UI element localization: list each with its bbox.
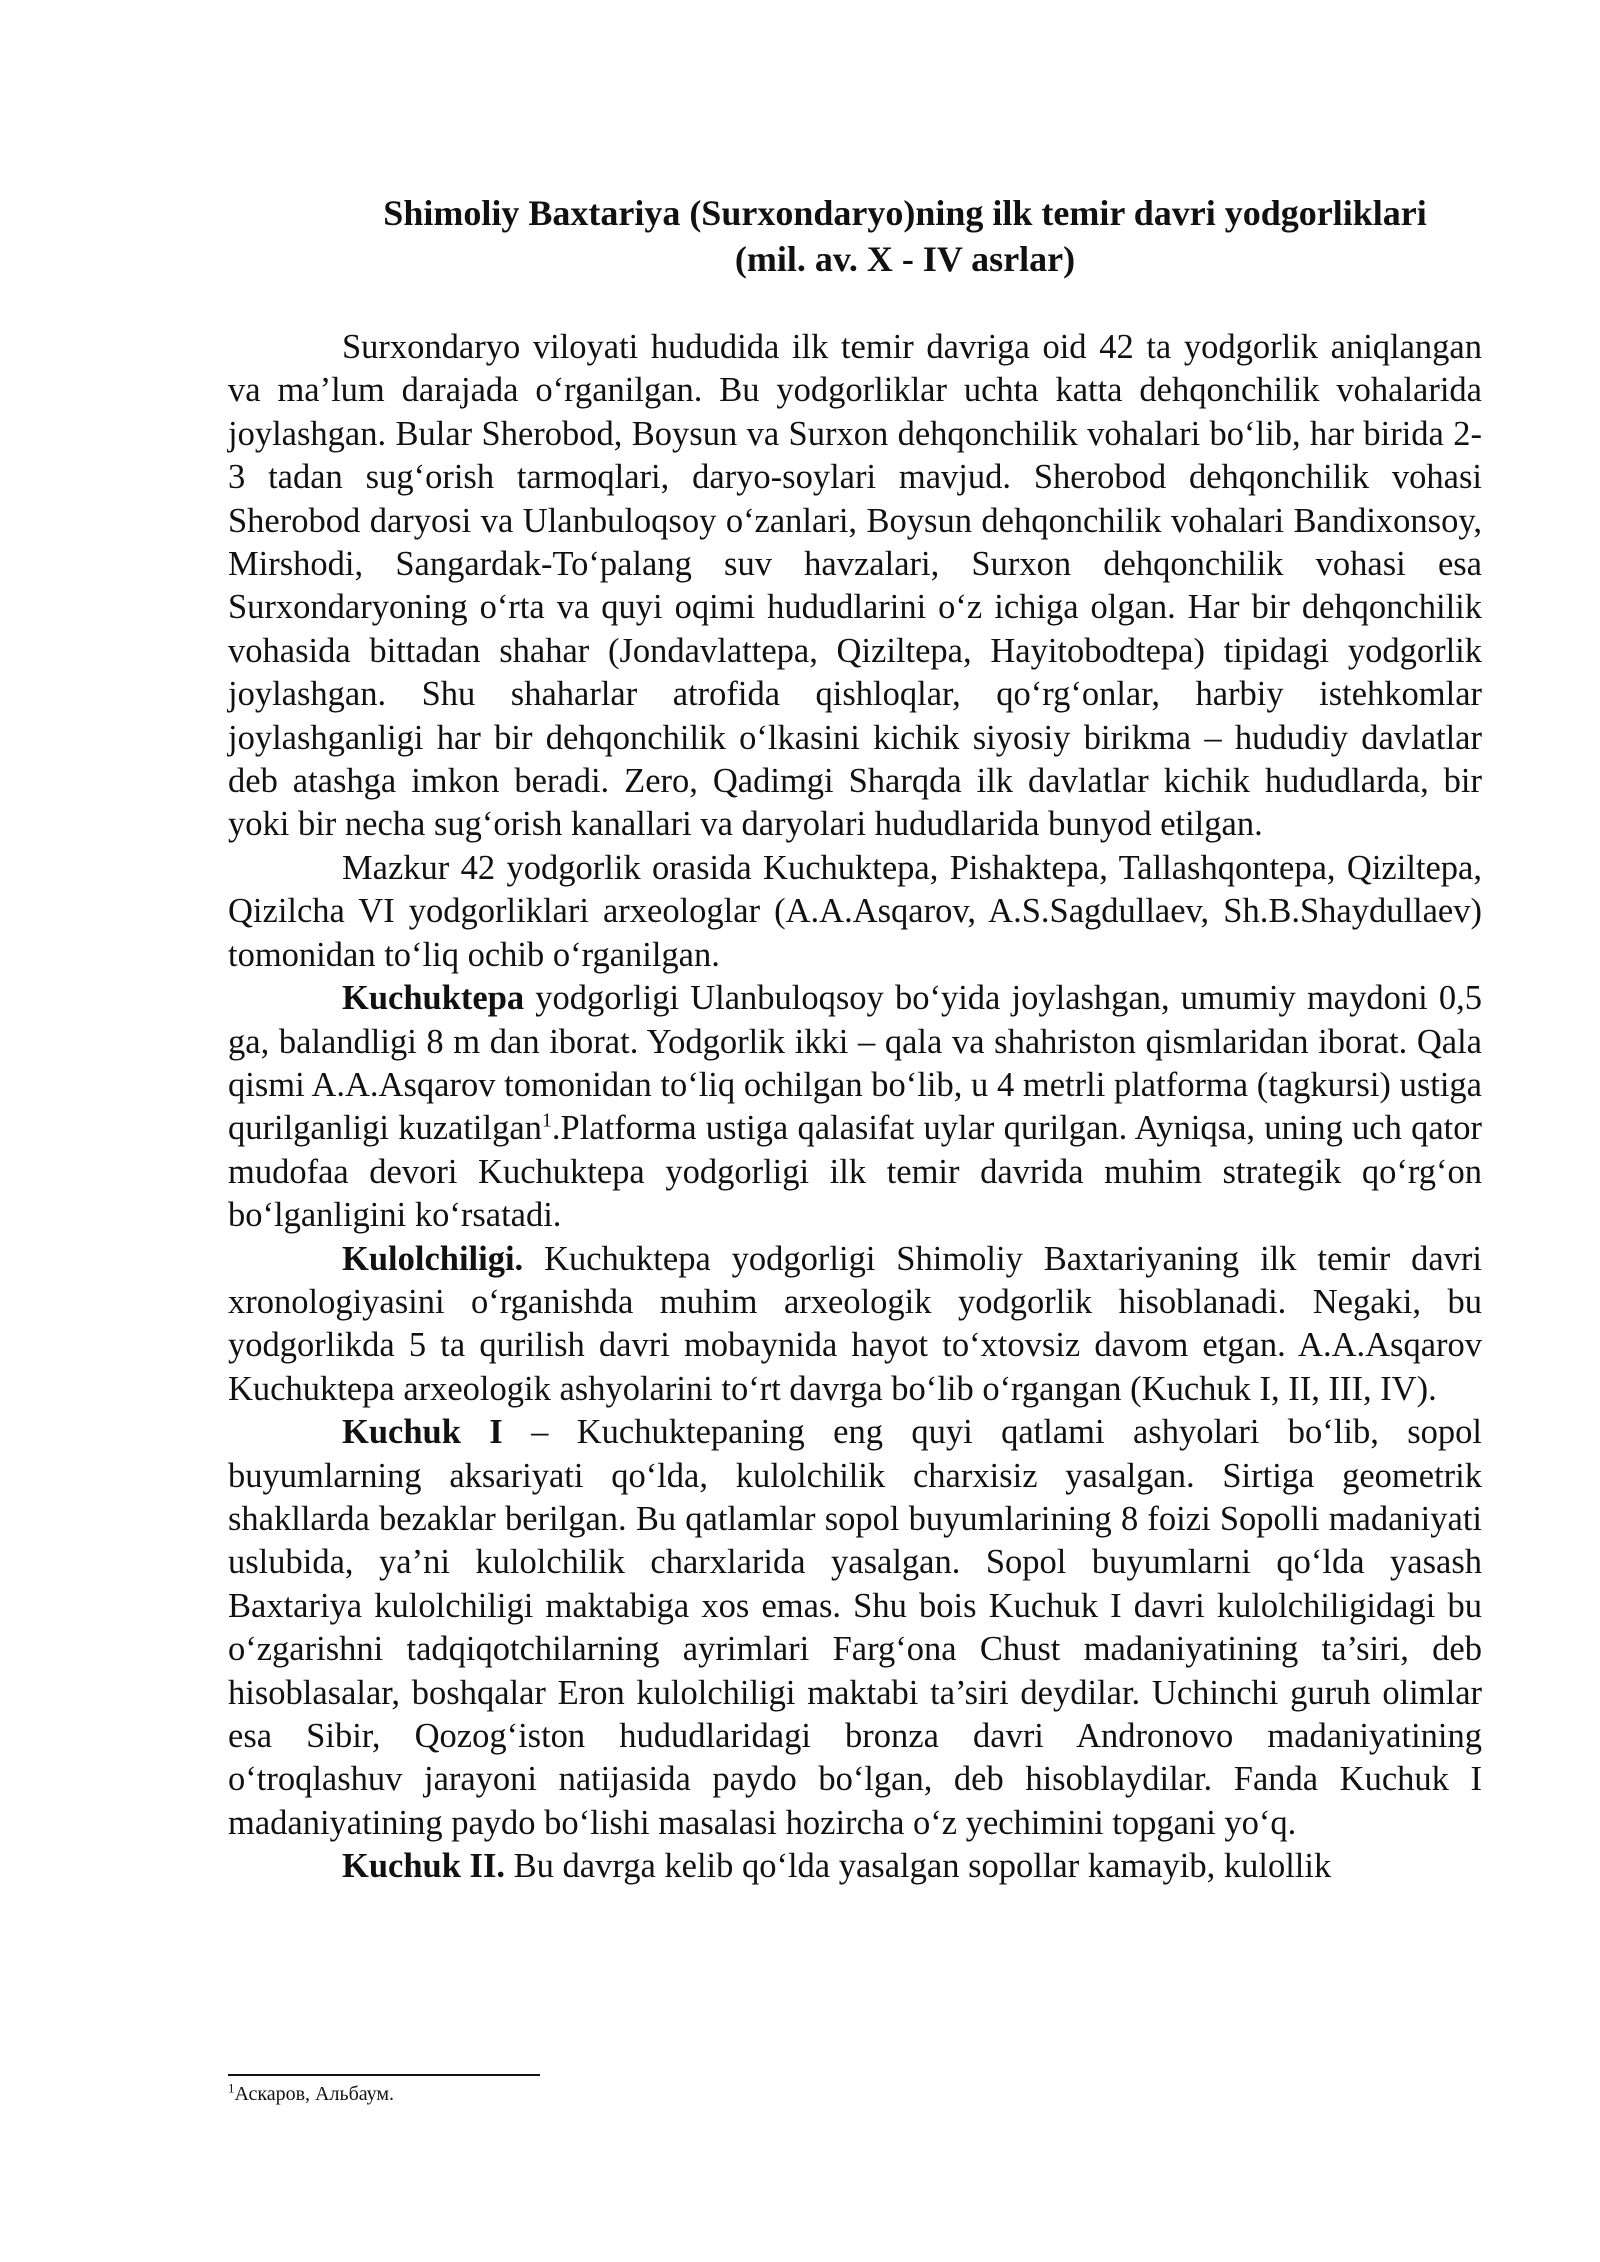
title-line-2: (mil. av. X - IV asrlar) [734, 239, 1076, 279]
paragraph-kuchuk-i [228, 1411, 1482, 1845]
paragraph-kuchuktepa-text-b: .Platforma ustiga qalasifat uylar qurilgan. Ayniqsa, uning uch qator mudofaa devori Kuchuktepa yodgorligi ilk temir davrida muhim strategik qo‘rg‘on bo‘lganligini ko‘rsatadi. [228, 1109, 1482, 1235]
paragraph-pottery [228, 1238, 1482, 1412]
paragraph-kuchuktepa-text-a: yodgorligi Ulanbuloqsoy bo‘yida joylashgan, umumiy maydoni 0,5 ga, balandligi 8 m dan iborat. Yodgorlik ikki – qala va shahriston qismlaridan iborat. Qala qismi A.A.Asqarov tomonidan to‘liq ochilgan bo‘lib, u 4 metrli platforma (tagkursi) ustiga qurilganligi kuzatilgan [228, 979, 1482, 1148]
document-page [228, 190, 1482, 1889]
footnote-separator [228, 2074, 540, 2076]
paragraph-kuchuk-ii-text: Bu davrga kelib qo‘lda yasalgan sopollar kamayib, kulollik [505, 1847, 1332, 1886]
paragraph-kuchuktepa [228, 977, 1482, 1237]
footnote [228, 2082, 394, 2106]
paragraph-intro: Surxondaryo viloyati hududida ilk temir davriga oid 42 ta yodgorlik aniqlangan va ma’lum darajada o‘rganilgan. Bu yodgorliklar uchta katta dehqonchilik vohalarida joylashgan. Bular Sherobod, Boysun va Surxon dehqonchilik vohalari bo‘lib, har birida 2-3 tadan sug‘orish tarmoqlari, daryo-soylari mavjud. Sherobod dehqonchilik vohasi Sherobod daryosi va Ulanbuloqsoy o‘zanlari, Boysun dehqonchilik vohalari Bandixonsoy, Mirshodi, Sangardak-To‘palang suv havzalari, Surxon dehqonchilik vohasi esa Surxondaryoning o‘rta va quyi oqimi hududlarini o‘z ichiga olgan. Har bir dehqonchilik vohasida bittadan shahar (Jondavlattepa, Qiziltepa, Hayitobodtepa) tipidagi yodgorlik joylashgan. Shu shaharlar atrofida qishloqlar, qo‘rg‘onlar, harbiy istehkomlar joylashganligi har bir dehqonchilik o‘lkasini kichik siyosiy birikma – hududiy davlatlar deb atashga imkon beradi. Zero, Qadimgi Sharqda ilk davlatlar kichik hududlarda, bir yoki bir necha sug‘orish kanallari va daryolari hududlarida bunyod etilgan. [228, 328, 1482, 844]
paragraph-kuchuk-ii [228, 1845, 1482, 1888]
document-title [228, 190, 1482, 282]
term-kuchuktepa: Kuchuktepa [342, 979, 525, 1018]
paragraph-pottery-text: Kuchuktepa yodgorligi Shimoliy Baxtariyaning ilk temir davri xronologiyasini o‘rganishda muhim arxeologik yodgorlik hisoblanadi. Negaki, bu yodgorlikda 5 ta qurilish davri mobaynida hayot to‘xtovsiz davom etgan. A.A.Asqarov Kuchuktepa arxeologik ashyolarini to‘rt davrga bo‘lib o‘rgangan (Kuchuk I, II, III, IV). [228, 1239, 1482, 1408]
term-kuchuk-ii: Kuchuk II. [342, 1847, 505, 1886]
footnote-marker: 1 [228, 2080, 235, 2096]
footnote-text: Аскаров, Альбаум. [234, 2083, 395, 2105]
footnote-reference[interactable]: 1 [541, 1109, 552, 1132]
paragraph-kuchuk-i-text: – Kuchuktepaning eng quyi qatlami ashyolari bo‘lib, sopol buyumlarning aksariyati qo‘lda, kulolchilik charxisiz yasalgan. Sirtiga geometrik shakllarda bezaklar berilgan. Bu qatlamlar sopol buyumlarining 8 foizi Sopolli madaniyati uslubida, ya’ni kulolchilik charxlarida yasalgan. Sopol buyumlarni qo‘lda yasash Baxtariya kulolchiligi maktabiga xos emas. Shu bois Kuchuk I davri kulolchiligidagi bu o‘zgarishni tadqiqotchilarning ayrimlari Farg‘ona Chust madaniyatining ta’siri, deb hisoblasalar, boshqalar Eron kulolchiligi maktabi ta’siri deydilar. Uchinchi guruh olimlar esa Sibir, Qozog‘iston hududlaridagi bronza davri Andronovo madaniyatining o‘troqlashuv jarayoni natijasida paydo bo‘lgan, deb hisoblaydilar. Fanda Kuchuk I madaniyatining paydo bo‘lishi masalasi hozircha o‘z yechimini topgani yo‘q. [228, 1413, 1482, 1842]
term-kulolchiligi: Kulolchiligi. [342, 1239, 524, 1278]
title-line-1: Shimoliy Baxtariya (Surxondaryo)ning ilk temir davri yodgorliklari [383, 193, 1427, 233]
term-kuchuk-i: Kuchuk I [342, 1413, 503, 1452]
paragraph-excavated-sites: Mazkur 42 yodgorlik orasida Kuchuktepa, Pishaktepa, Tallashqontepa, Qiziltepa, Qizilcha VI yodgorliklari arxeologlar (A.A.Asqarov, A.S.Sagdullaev, Sh.B.Shaydullaev) tomonidan to‘liq ochib o‘rganilgan. [228, 848, 1482, 974]
